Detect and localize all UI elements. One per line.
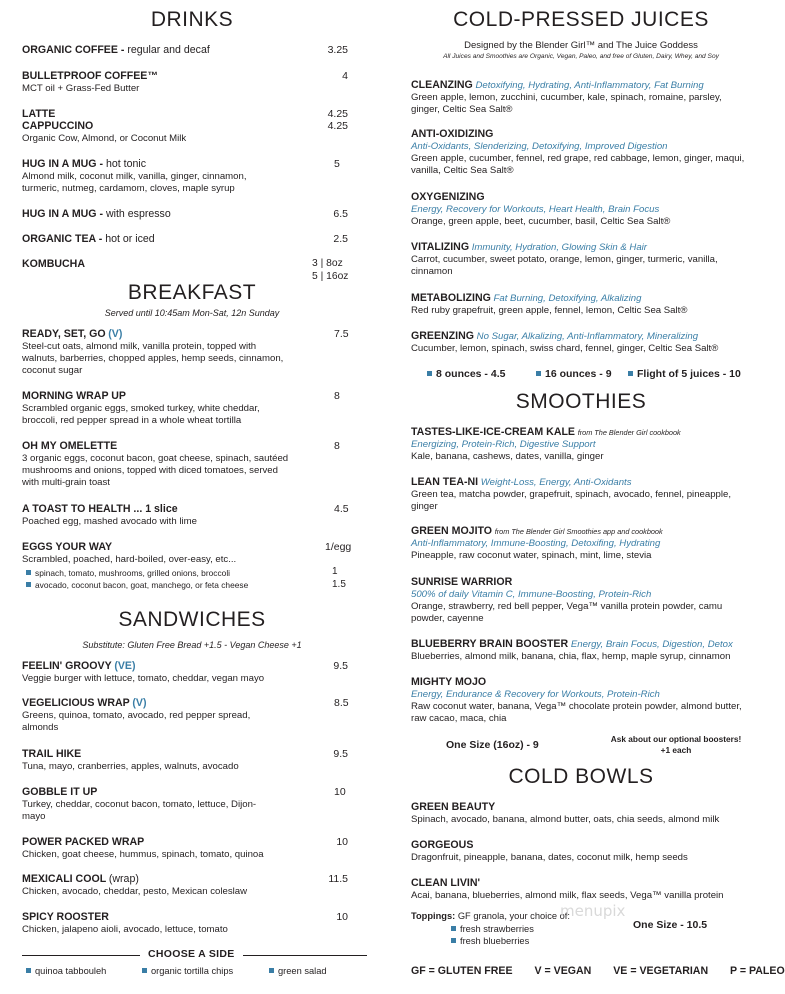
item-desc: Greens, quinoa, tomato, avocado, red pepper spread, almonds: [22, 710, 251, 733]
bowls-heading: [411, 765, 751, 789]
breakfast-subtitle: Served until 10:45am Mon-Sat, 12n Sunday: [104, 308, 280, 318]
item-desc: Scrambled, poached, hard-boiled, over-easy, etc...: [22, 554, 237, 565]
juices-note: All Juices and Smoothies are Organic, Vegan, Paleo, and free of Gluten, Dairy, Whey, and Soy: [443, 53, 719, 60]
item-price: 5 | 16oz: [312, 271, 349, 282]
menu-item: [22, 390, 292, 427]
item-desc: Tuna, mayo, cranberries, apples, walnuts, avocado: [22, 761, 239, 772]
item-price: 10: [334, 786, 346, 798]
extra-option: avocado, coconut bacon, goat, manchego, or feta cheese: [26, 580, 248, 590]
item-price: 6.5: [333, 208, 348, 220]
side-option: quinoa tabbouleh: [26, 966, 106, 976]
breakfast-title: BREAKFAST: [127, 281, 257, 304]
boosters-line: Ask about our optional boosters!: [610, 734, 742, 744]
item-name: GORGEOUS: [411, 839, 474, 851]
juice-item: [411, 330, 751, 355]
item-desc: Acai, banana, blueberries, almond milk, flax seeds, Vega™ vanilla protein: [411, 890, 724, 901]
juice-size: 8 ounces - 4.5: [427, 368, 505, 380]
item-name: ORGANIC COFFEE -: [22, 44, 128, 56]
item-desc: Green apple, cucumber, fennel, red grape, red cabbage, lemon, ginger, maqui, vanilla, Celtic Sea Salt®: [411, 153, 745, 176]
item-name: ORGANIC TEA -: [22, 233, 106, 245]
item-name: SPICY ROOSTER: [22, 911, 109, 923]
item-name: METABOLIZING: [411, 292, 491, 304]
item-name: ANTI-OXIDIZING: [411, 128, 494, 140]
sandwiches-heading: [22, 608, 362, 650]
smoothies-title: SMOOTHIES: [515, 390, 647, 413]
smoothie-item: [411, 676, 751, 725]
item-desc: Chicken, goat cheese, hummus, spinach, tomato, quinoa: [22, 849, 264, 860]
vegan-tag: (V): [108, 328, 123, 340]
item-note: hot tonic: [105, 158, 147, 170]
item-name: POWER PACKED WRAP: [22, 836, 145, 848]
item-name: VEGELICIOUS WRAP: [22, 697, 130, 709]
item-source: from The Blender Girl cookbook: [577, 428, 681, 437]
sandwiches-subtitle: Substitute: Gluten Free Bread +1.5 - Vegan Cheese +1: [82, 640, 302, 650]
item-desc: Poached egg, mashed avocado with lime: [22, 516, 197, 527]
toppings-label: Toppings:: [411, 911, 456, 921]
diet-legend: [411, 965, 785, 977]
item-name: SUNRISE WARRIOR: [411, 576, 513, 588]
item-price: 8.5: [334, 697, 349, 709]
juice-item: [411, 79, 751, 116]
item-tags: Anti-Inflammatory, Immune-Boosting, Detoxifing, Hydrating: [411, 538, 661, 549]
juices-heading: [411, 8, 751, 60]
item-note: hot or iced: [105, 233, 155, 245]
juice-item: [411, 292, 751, 317]
item-desc: MCT oil + Grass-Fed Butter: [22, 83, 140, 94]
item-price: 1.5: [332, 579, 346, 590]
smoothie-item: [411, 638, 751, 663]
menu-item: [22, 697, 287, 734]
item-price: 1/egg: [325, 541, 352, 553]
item-name: CAPPUCCINO: [22, 120, 94, 132]
item-note: with espresso: [105, 208, 171, 220]
legend-code: VE: [613, 965, 628, 977]
item-name: READY, SET, GO: [22, 328, 106, 340]
menu-item: [22, 328, 292, 377]
item-tags: Energy, Brain Focus, Digestion, Detox: [570, 639, 733, 650]
item-desc: Raw coconut water, banana, Vega™ chocolate protein powder, almond butter, raw cacao, maca, chia: [411, 701, 742, 724]
vegan-tag: (V): [132, 697, 147, 709]
item-desc: Green apple, lemon, zucchini, cucumber, kale, spinach, romaine, parsley, ginger, Celtic Sea Salt®: [411, 92, 722, 115]
item-name: EGGS YOUR WAY: [22, 541, 113, 553]
item-name: OH MY OMELETTE: [22, 440, 118, 452]
legend-code: V: [534, 965, 542, 977]
item-tags: Energizing, Protein-Rich, Digestive Support: [411, 439, 596, 450]
juice-size: Flight of 5 juices - 10: [628, 368, 741, 380]
smoothie-item: [411, 576, 751, 625]
item-desc: Organic Cow, Almond, or Coconut Milk: [22, 133, 187, 144]
item-desc: Pineapple, raw coconut water, spinach, mint, lime, stevia: [411, 550, 652, 561]
boosters-price: +1 each: [660, 745, 692, 755]
item-tags: Immunity, Hydration, Glowing Skin & Hair: [471, 242, 647, 253]
toppings-text: GF granola, your choice of:: [457, 911, 570, 921]
item-name: A TOAST TO HEALTH ... 1 slice: [22, 503, 178, 515]
item-name: BULLETPROOF COFFEE™: [22, 70, 158, 82]
item-desc: Green tea, matcha powder, grapefruit, spinach, avocado, fennel, pineapple, ginger: [411, 489, 731, 512]
item-price: 5: [334, 158, 340, 170]
item-price: 4: [342, 70, 348, 82]
juice-item: [411, 241, 751, 278]
menu-item: [22, 748, 362, 773]
choose-side-title: CHOOSE A SIDE: [140, 948, 243, 960]
item-desc: Scrambled organic eggs, smoked turkey, white cheddar, broccoli, red pepper spread in a whole wheat tortilla: [22, 403, 260, 426]
item-desc: Carrot, cucumber, sweet potato, orange, lemon, ginger, turmeric, vanilla, cinnamon: [411, 254, 718, 277]
item-desc: 3 organic eggs, coconut bacon, goat cheese, spinach, sautéed mushrooms and onions, topped with diced tomatoes, served with multi-grain toast: [22, 453, 289, 488]
item-name: GREEN BEAUTY: [411, 801, 496, 813]
kombucha-prices: [312, 257, 348, 283]
item-price: 3 | 8oz: [312, 258, 343, 269]
menu-item: [22, 541, 312, 566]
item-desc: Chicken, jalapeno aioli, avocado, lettuce, tomato: [22, 924, 228, 935]
juices-designer-line: Designed by the Blender Girl™ and The Juice Goddess: [464, 40, 698, 51]
topping-option: fresh blueberries: [451, 936, 529, 946]
item-desc: Dragonfruit, pineapple, banana, dates, coconut milk, hemp seeds: [411, 852, 688, 863]
boosters-note: [601, 734, 751, 756]
item-desc: Spinach, avocado, banana, almond butter, oats, chia seeds, almond milk: [411, 814, 720, 825]
item-desc: Steel-cut oats, almond milk, vanilla protein, topped with walnuts, barberries, chopped apples, hemp seeds, cinnamon, coconut sugar: [22, 341, 284, 376]
item-price: 9.5: [333, 660, 348, 672]
topping-option: fresh strawberries: [451, 924, 534, 934]
item-name: CLEANZING: [411, 79, 473, 91]
legend-code: GF: [411, 965, 426, 977]
toppings: [411, 911, 570, 921]
item-name: TASTES-LIKE-ICE-CREAM KALE: [411, 426, 576, 438]
item-name: LEAN TEA-NI: [411, 476, 479, 488]
menu-item: [22, 440, 292, 489]
item-name: GREEN MOJITO: [411, 525, 493, 537]
juice-size: 16 ounces - 9: [536, 368, 612, 380]
smoothie-item: [411, 525, 751, 562]
item-name: VITALIZING: [411, 241, 470, 253]
item-desc: Turkey, cheddar, coconut bacon, tomato, lettuce, Dijon-mayo: [22, 799, 257, 822]
item-tags: Energy, Recovery for Workouts, Heart Health, Brain Focus: [411, 204, 660, 215]
item-desc: Almond milk, coconut milk, vanilla, ginger, cinnamon, turmeric, nutmeg, cardamom, cloves, maple syrup: [22, 171, 247, 194]
item-desc: Red ruby grapefruit, green apple, fennel, lemon, Celtic Sea Salt®: [411, 305, 688, 316]
smoothie-item: [411, 476, 751, 513]
item-name: HUG IN A MUG -: [22, 158, 106, 170]
bowl-item: [411, 839, 751, 864]
item-name: MIGHTY MOJO: [411, 676, 487, 688]
item-name: GREENZING: [411, 330, 474, 342]
item-price: 9.5: [333, 748, 348, 760]
menu-item: [22, 44, 362, 57]
item-name: TRAIL HIKE: [22, 748, 82, 760]
item-price: 10: [336, 911, 348, 923]
item-name: BLUEBERRY BRAIN BOOSTER: [411, 638, 569, 650]
menu-item: [22, 911, 362, 936]
bowl-item: [411, 801, 751, 826]
item-tags: Weight-Loss, Energy, Anti-Oxidants: [480, 477, 632, 488]
breakfast-heading: [22, 281, 362, 318]
menu-item: [22, 70, 362, 95]
vegetarian-tag: (VE): [114, 660, 136, 672]
smoothies-heading: [411, 390, 751, 414]
item-price: 10: [336, 836, 348, 848]
legend-label: = GLUTEN FREE: [428, 965, 513, 977]
item-desc: Cucumber, lemon, spinach, swiss chard, fennel, ginger, Celtic Sea Salt®: [411, 343, 719, 354]
bowls-title: COLD BOWLS: [508, 765, 654, 788]
item-price: 7.5: [334, 328, 349, 340]
menu-item: [22, 208, 362, 221]
extra-option: spinach, tomato, mushrooms, grilled onions, broccoli: [26, 568, 230, 578]
menu-item: [22, 158, 277, 195]
item-price: 3.25: [327, 44, 348, 56]
item-desc: Kale, banana, cashews, dates, vanilla, ginger: [411, 451, 604, 462]
item-note: (wrap): [108, 873, 139, 885]
item-name: HUG IN A MUG -: [22, 208, 106, 220]
menu-item: [22, 836, 362, 861]
smoothie-size: One Size (16oz) - 9: [446, 739, 539, 751]
item-price: 4.25: [327, 120, 348, 132]
item-desc: Orange, green apple, beet, cucumber, basil, Celtic Sea Salt®: [411, 216, 671, 227]
item-tags: No Sugar, Alkalizing, Anti-Inflammatory, Mineralizing: [476, 331, 699, 342]
item-name: FEELIN' GROOVY: [22, 660, 112, 672]
item-name: MORNING WRAP UP: [22, 390, 126, 402]
item-name: GOBBLE IT UP: [22, 786, 98, 798]
item-price: 11.5: [328, 873, 348, 885]
item-source: from The Blender Girl Smoothies app and cookbook: [494, 527, 663, 536]
legend-code: P: [730, 965, 737, 977]
item-price: 4.25: [327, 108, 348, 120]
item-desc: Blueberries, almond milk, banana, chia, flax, hemp, maple syrup, cinnamon: [411, 651, 731, 662]
legend-label: = VEGETARIAN: [630, 965, 709, 977]
juice-item: [411, 191, 751, 228]
bowl-item: [411, 877, 751, 902]
item-price: 2.5: [333, 233, 348, 245]
item-name: OXYGENIZING: [411, 191, 485, 203]
item-note: regular and decaf: [127, 44, 210, 56]
menu-item: [22, 660, 362, 685]
menu-item: [22, 120, 362, 145]
item-desc: Veggie burger with lettuce, tomato, cheddar, vegan mayo: [22, 673, 265, 684]
item-desc: Orange, strawberry, red bell pepper, Vega™ vanilla protein powder, camu powder, cayenne: [411, 601, 723, 624]
juice-item: [411, 128, 751, 177]
item-price: 8: [334, 390, 340, 402]
menu-item: [22, 258, 362, 271]
legend-label: = PALEO: [739, 965, 785, 977]
menu-item: [22, 873, 362, 898]
side-option: organic tortilla chips: [142, 966, 233, 976]
menu-item: [22, 503, 292, 528]
item-name: CLEAN LIVIN': [411, 877, 481, 889]
drinks-heading: [22, 8, 362, 32]
drinks-title: DRINKS: [150, 8, 234, 31]
watermark: menupix: [560, 902, 626, 920]
juices-title: COLD-PRESSED JUICES: [453, 8, 709, 31]
menu-item: [22, 786, 267, 823]
side-option: green salad: [269, 966, 327, 976]
item-name: LATTE: [22, 108, 56, 120]
sandwiches-title: SANDWICHES: [118, 608, 266, 631]
item-tags: 500% of daily Vitamin C, Immune-Boosting, Protein-Rich: [411, 589, 652, 600]
item-name: MEXICALI COOL: [22, 873, 107, 885]
item-price: 8: [334, 440, 340, 452]
smoothie-item: [411, 426, 751, 463]
legend-label: = VEGAN: [544, 965, 592, 977]
item-tags: Energy, Endurance & Recovery for Workouts, Protein-Rich: [411, 689, 660, 700]
menu-item: [22, 233, 362, 246]
item-price: 1: [332, 566, 338, 577]
item-tags: Anti-Oxidants, Slenderizing, Detoxifying, Improved Digestion: [411, 141, 668, 152]
item-price: 4.5: [334, 503, 349, 515]
item-desc: Chicken, avocado, cheddar, pesto, Mexican coleslaw: [22, 886, 248, 897]
bowl-size: One Size - 10.5: [633, 919, 708, 931]
item-name: KOMBUCHA: [22, 258, 85, 270]
item-tags: Detoxifying, Hydrating, Anti-Inflammatory, Fat Burning: [475, 80, 704, 91]
item-tags: Fat Burning, Detoxifying, Alkalizing: [493, 293, 642, 304]
